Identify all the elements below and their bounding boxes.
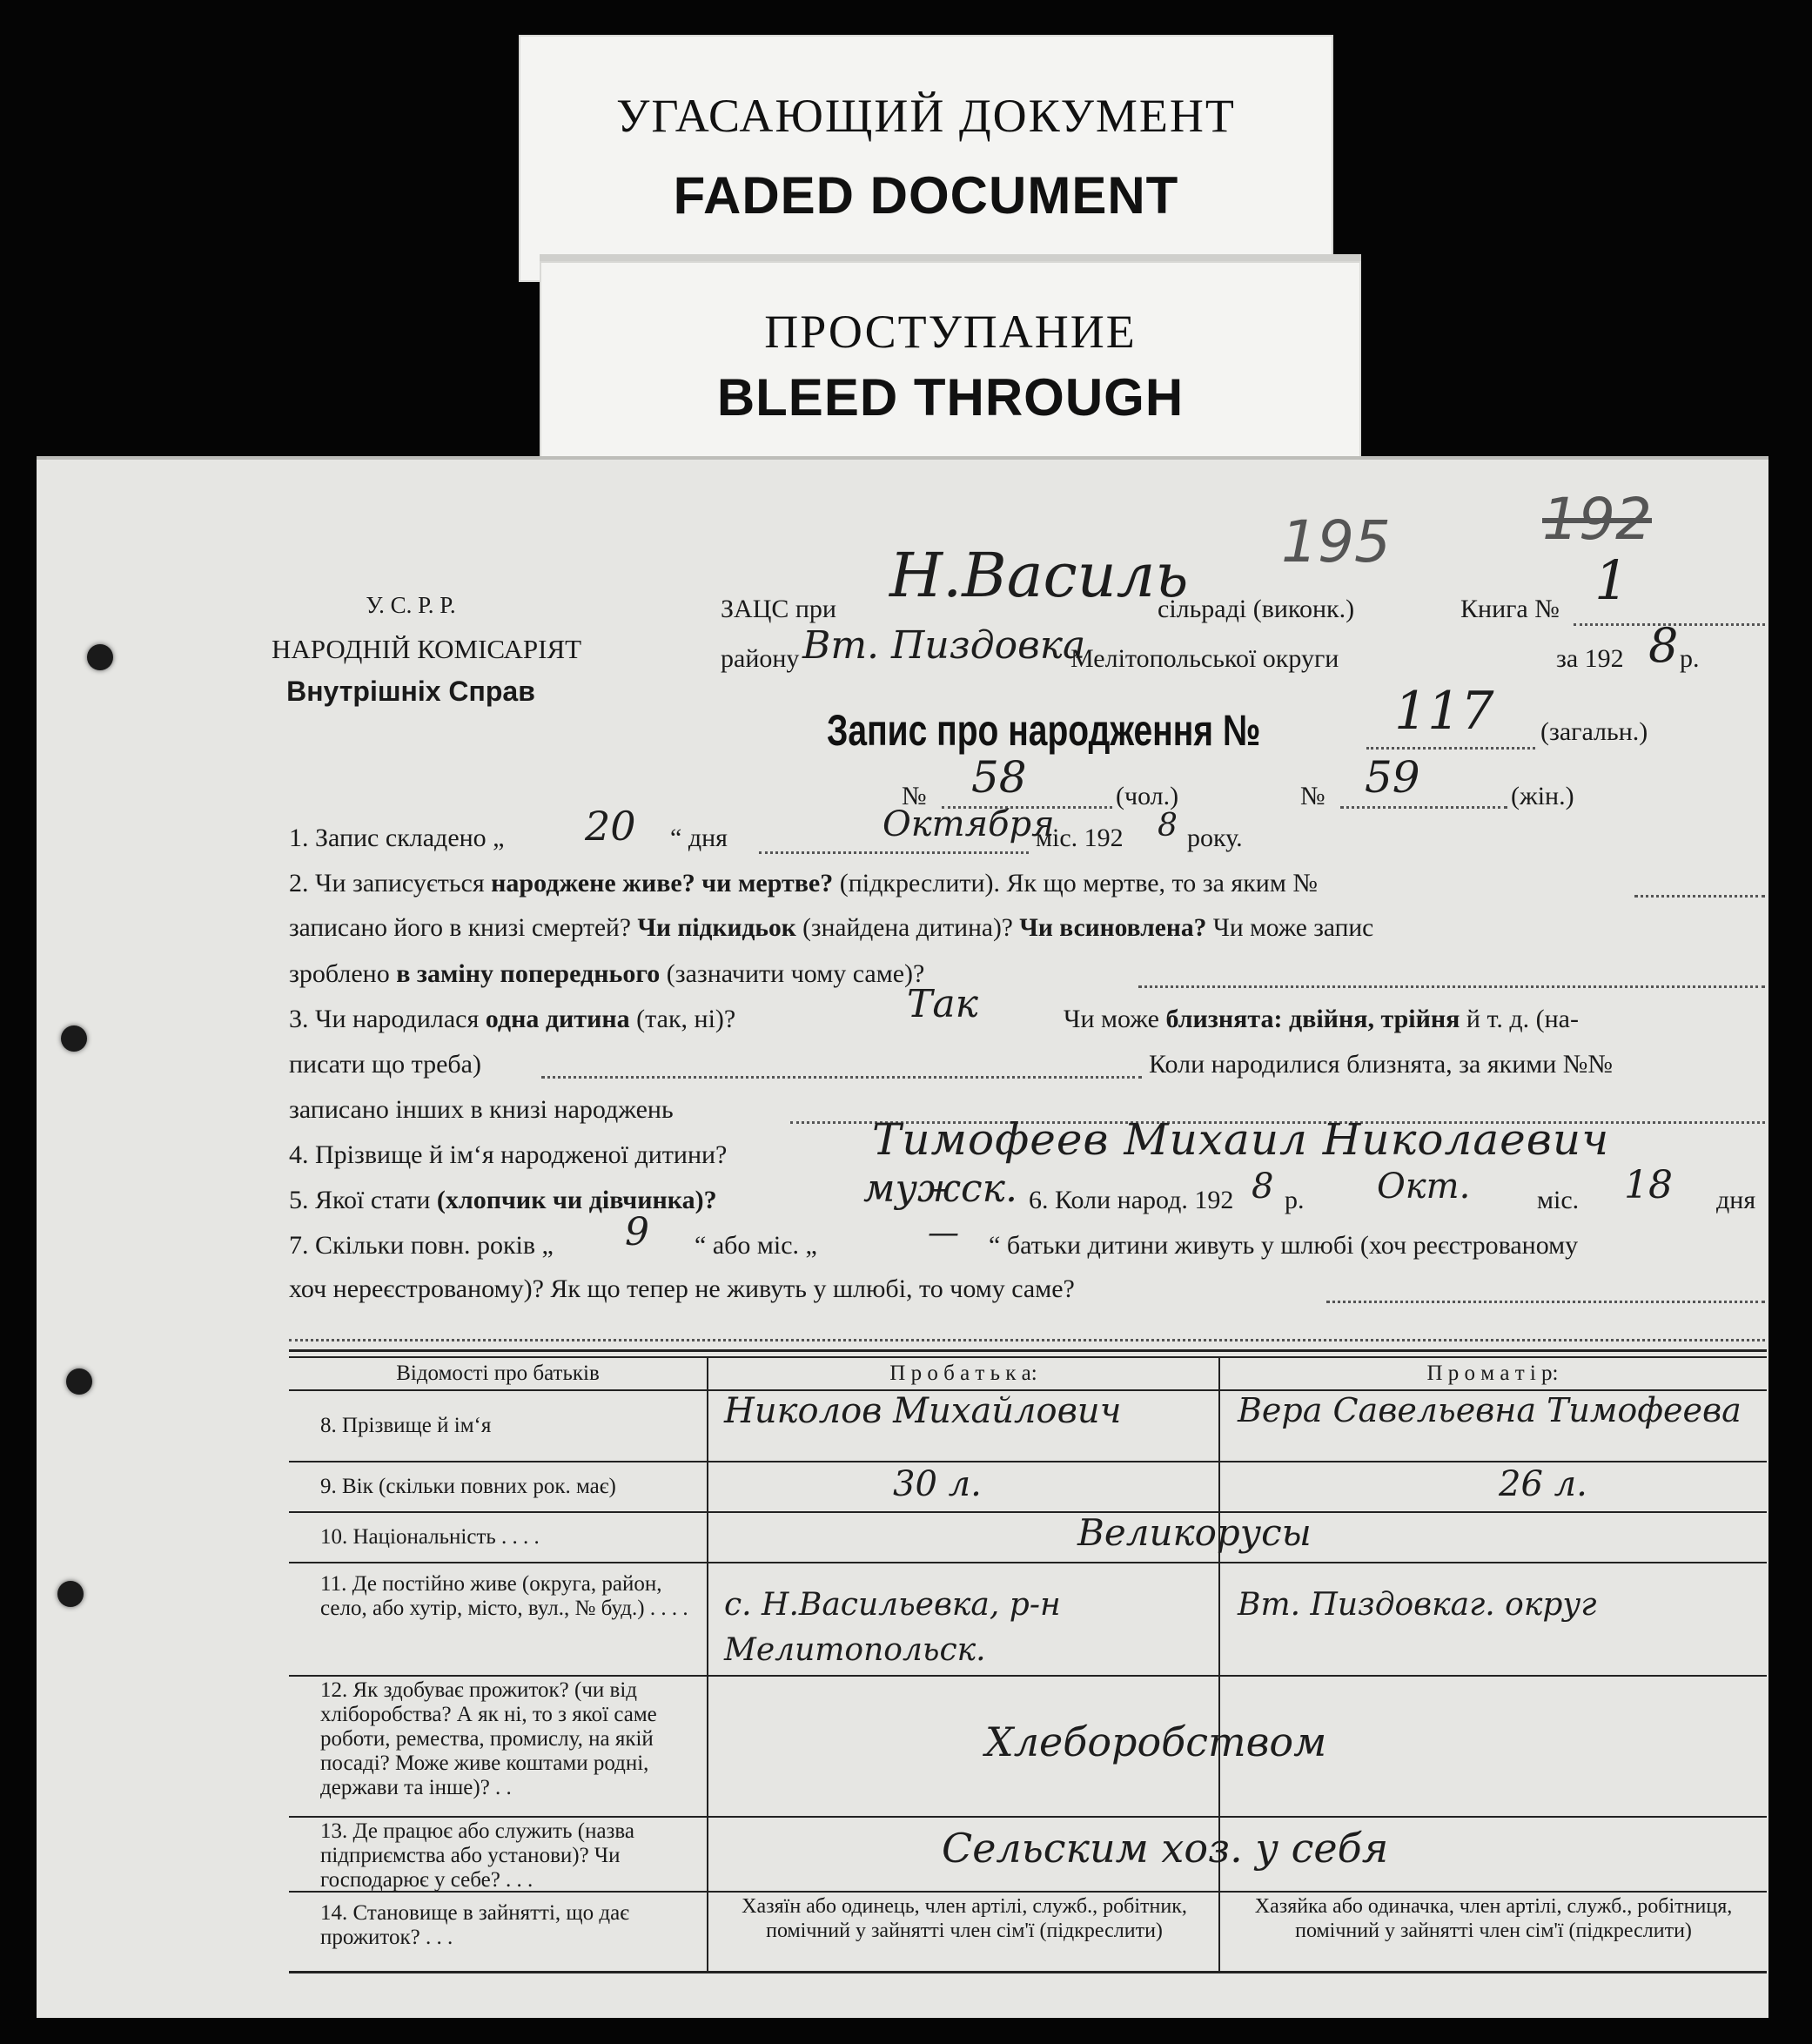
row9-father: 30 л.: [893, 1464, 982, 1504]
row8-label: 8. Прізвище й ім‘я: [320, 1414, 492, 1437]
item3-b: одна дитина: [485, 1005, 630, 1033]
faded-document-label: [519, 35, 1333, 282]
year-prefix: за 192: [1556, 644, 1624, 673]
item6-b: р.: [1285, 1186, 1305, 1214]
item2-l2c: (знайдена дитина)?: [802, 914, 1013, 942]
item6-a: 6. Коли народ. 192: [1029, 1186, 1234, 1214]
binder-hole: [61, 1025, 87, 1052]
row8-father: Николов Михайлович: [724, 1391, 1122, 1431]
male-no-prefix: №: [902, 782, 927, 810]
item2-l2e: Чи може запис: [1212, 914, 1374, 942]
item3-l3: записано інших в книзі народжень: [289, 1095, 674, 1124]
item3-l2b: Коли народилися близнята, за якими №№: [1149, 1050, 1614, 1079]
internal-affairs-label: Внутрішніх Справ: [286, 676, 535, 707]
item4-handwritten: Тимофеев Михаил Николаевич: [872, 1114, 1610, 1165]
item7-months-handwritten: —: [928, 1215, 959, 1251]
item2-l3c: (зазначити чому саме)?: [666, 959, 925, 988]
binder-hole: [57, 1581, 84, 1607]
item5-handwritten: мужск.: [863, 1167, 1017, 1211]
item7-l2: хоч нереєстрованому)? Як що тепер не живуть у шлюбі, то чому саме?: [289, 1274, 1075, 1303]
raion-suffix: Мелітопольської округи: [1070, 644, 1339, 673]
bleed-label-ru: ПРОСТУПАНИЕ: [764, 306, 1137, 358]
birth-record-form: [37, 456, 1768, 2018]
book-handwritten: 1: [1594, 548, 1629, 612]
item3-c: (так, ні)?: [636, 1005, 736, 1033]
item5-b: (хлопчик чи дівчинка)?: [436, 1186, 717, 1214]
item6-day-handwritten: 18: [1624, 1163, 1673, 1207]
row10-label: 10. Національність . . . .: [320, 1525, 540, 1549]
record-number-handwritten: 117: [1394, 681, 1494, 742]
row14-mother: Хазяйка або одиначка, член артілі, служб., робітниця, помічний у зайнятті член сім'ї (підкреслити): [1254, 1895, 1733, 1942]
bleed-label-en: BLEED THROUGH: [716, 368, 1185, 427]
male-number-handwritten: 58: [971, 752, 1027, 803]
raion-handwritten: Вт. Пиздовка: [802, 623, 1086, 668]
item4-label: 4. Прізвище й ім‘я народженої дитини?: [289, 1140, 728, 1169]
item6-d: дня: [1716, 1186, 1756, 1214]
item6-c: міс.: [1537, 1186, 1580, 1214]
row14-father: Хазяїн або одинець, член артілі, служб., робітник, помічний у зайнятті член сім'ї (підкреслити): [742, 1895, 1187, 1942]
row13-label: 13. Де працює або служить (назва підприємства або установи)? Чи господарює у себе? . . .: [320, 1819, 634, 1892]
row8-mother: Вера Савельевна Тимофеева: [1238, 1391, 1742, 1429]
row11-label: 11. Де постійно живе (округа, район, село, або хутір, місто, вул., № буд.) . . . .: [320, 1572, 688, 1620]
pencil-number-right: 192: [1542, 486, 1652, 553]
female-number-handwritten: 59: [1365, 752, 1420, 803]
binder-hole: [87, 644, 113, 670]
item3-e: близнята: двійня, трійня: [1165, 1005, 1460, 1033]
record-title: Запис про народження №: [827, 706, 1261, 755]
item7-years-handwritten: 9: [625, 1210, 649, 1254]
row11-father: с. Н.Васильевка, р-н Мелитопольск.: [724, 1587, 1061, 1668]
row10-both: Великорусы: [1077, 1511, 1312, 1554]
item7-b: “ або міс. „: [695, 1231, 817, 1260]
item7-c: “ батьки дитини живуть у шлюбі (хоч реєстрованому: [989, 1231, 1579, 1260]
raion-prefix: району: [721, 644, 800, 673]
item2-a: 2. Чи записується: [289, 869, 485, 898]
table-header-info: Відомості про батьків: [396, 1362, 600, 1385]
item1-year-handwritten: 8: [1158, 808, 1178, 844]
item2-c: (підкреслити). Як що мертве, то за яким №: [839, 869, 1318, 898]
item1-d: року.: [1187, 824, 1243, 852]
faded-label-en: FADED DOCUMENT: [673, 166, 1179, 225]
row9-mother: 26 л.: [1499, 1464, 1587, 1504]
female-no-prefix: №: [1300, 782, 1325, 810]
row14-label: 14. Становище в зайнятті, що дає прожиток? . . .: [320, 1901, 629, 1949]
row12-both: Хлеборобством: [985, 1718, 1327, 1765]
item6-month-handwritten: Окт.: [1377, 1167, 1471, 1207]
item5-a: 5. Якої стати: [289, 1186, 431, 1214]
table-header-mother: П р о м а т і р:: [1426, 1362, 1559, 1385]
item2-l3a: зроблено: [289, 959, 390, 988]
bleed-through-label: [540, 254, 1361, 468]
zags-handwritten: Н.Василь: [889, 540, 1189, 611]
item2-l3b: в заміну попереднього: [396, 959, 661, 988]
commissariat-label: НАРОДНІЙ КОМІСАРІЯТ: [272, 634, 582, 664]
row13-both: Сельским хоз. у себя: [942, 1825, 1389, 1872]
item1-c: міс. 192: [1036, 824, 1124, 852]
item7-a: 7. Скільки повн. років „: [289, 1231, 554, 1260]
book-label: Книга №: [1460, 595, 1560, 623]
pencil-number-left: 195: [1281, 508, 1391, 575]
male-label: (чол.): [1116, 782, 1179, 810]
item3-l2a: писати що треба): [289, 1050, 481, 1079]
item6-year-handwritten: 8: [1252, 1167, 1274, 1207]
ussr-label: У. С. Р. Р.: [366, 592, 456, 618]
general-label: (загальн.): [1540, 717, 1648, 746]
row11-mother: Вт. Пиздовкаг. округ: [1238, 1587, 1597, 1623]
zags-suffix: сільраді (виконк.): [1158, 595, 1355, 623]
year-suffix: р.: [1680, 644, 1700, 673]
faded-label-ru: УГАСАЮЩИЙ ДОКУМЕНТ: [616, 90, 1236, 142]
item2-l2b: Чи підкидьок: [637, 914, 796, 942]
table-header-father: П р о б а т ь к а:: [889, 1362, 1037, 1385]
item2-l2a: записано його в книзі смертей?: [289, 914, 631, 942]
item1-month-handwritten: Октября: [883, 804, 1055, 844]
item1-b: “ дня: [670, 824, 728, 852]
item1-day-handwritten: 20: [585, 803, 636, 850]
year-handwritten: 8: [1648, 618, 1679, 673]
item1-a: 1. Запис складено „: [289, 824, 505, 852]
row9-label: 9. Вік (скільки повних рок. має): [320, 1475, 616, 1498]
binder-hole: [66, 1368, 92, 1395]
item2-b: народжене живе? чи мертве?: [491, 869, 834, 898]
row12-label: 12. Як здобуває прожиток? (чи від хліборобства? А як ні, то з якої саме роботи, ремества, промислу, на якій посаді? Може живе коштами родні, держави та інше)? . .: [320, 1678, 657, 1799]
item3-handwritten: Так: [907, 982, 978, 1026]
item3-a: 3. Чи народилася: [289, 1005, 480, 1033]
zags-prefix: ЗАЦС при: [721, 595, 836, 623]
item3-f: й т. д. (на-: [1466, 1005, 1579, 1033]
female-label: (жін.): [1511, 782, 1574, 810]
item2-l2d: Чи всиновлена?: [1019, 914, 1207, 942]
item3-d: Чи може: [1064, 1005, 1159, 1033]
